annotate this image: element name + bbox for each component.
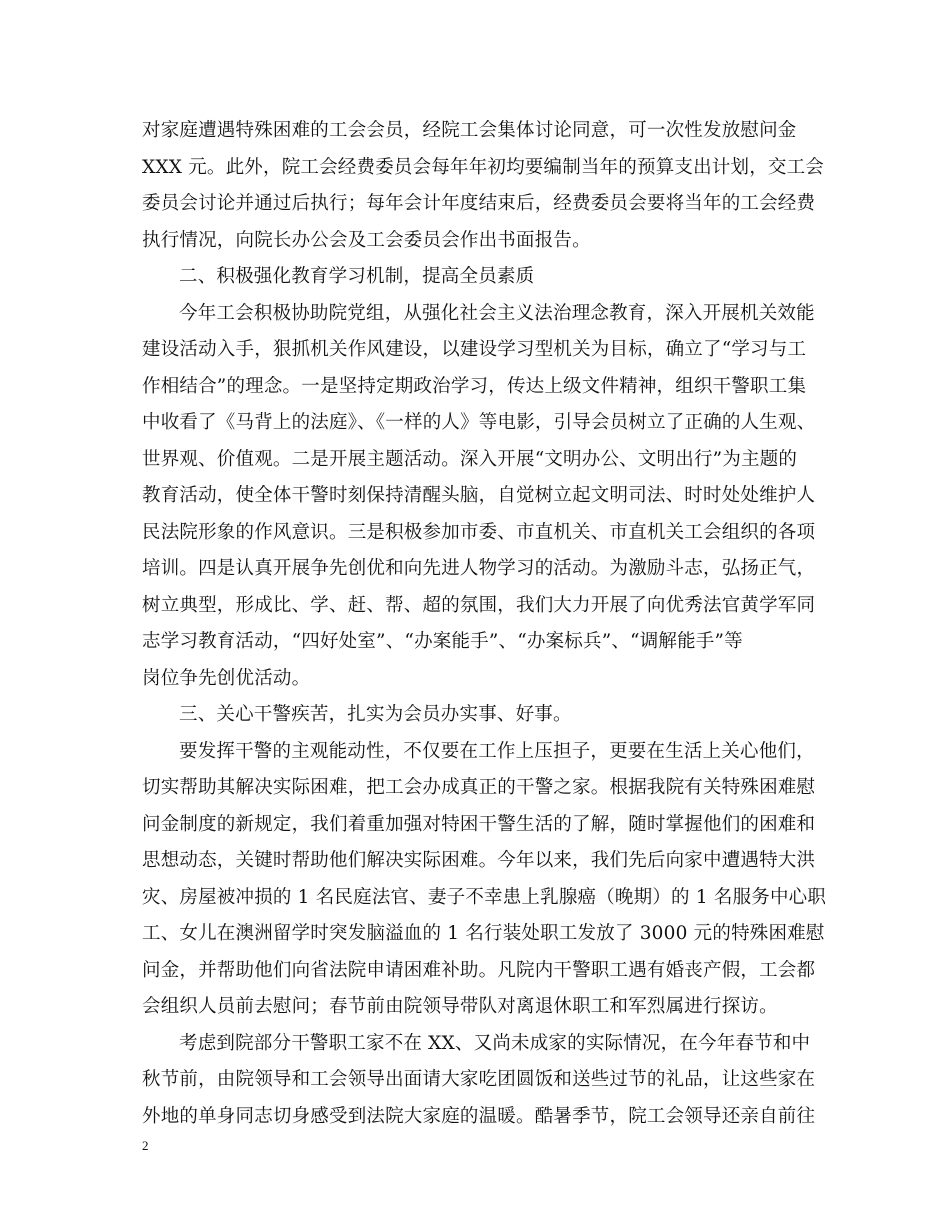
text-line: 对家庭遭遇特殊困难的工会会员，经院工会集体讨论同意，可一次性发放慰问金	[142, 120, 797, 141]
text-line: 今年工会积极协助院党组，从强化社会主义法治理念教育，深入开展机关效能	[179, 302, 815, 324]
document-body	[142, 113, 827, 1135]
text-line: 培训。四是认真开展争先创优和向先进人物学习的活动。为激励斗志，弘扬正气，	[142, 558, 816, 579]
text-line: 树立典型，形成比、学、赶、帮、超的氛围，我们大力开展了向优秀法官黄学军同	[142, 594, 816, 616]
text-line: 志学习教育活动，“四好处室”、“办案能手”、“办案标兵”、“调解能手”等	[142, 631, 743, 652]
text-line: XXX 元。此外，院工会经费委员会每年年初均要编制当年的预算支出计划，交工会	[142, 156, 824, 178]
text-line: 要发挥干警的主观能动性，不仅要在工作上压担子，更要在生活上关心他们，	[179, 740, 815, 762]
text-line: 世界观、价值观。二是开展主题活动。深入开展“文明办公、文明出行”为主题的	[142, 448, 798, 470]
text-line: 建设活动入手，狠抓机关作风建设，以建设学习型机关为目标，确立了“学习与工	[142, 339, 807, 360]
text-line: 岗位争先创优活动。	[142, 667, 311, 689]
text-line: 工、女儿在澳洲留学时突发脑溢血的 1 名行装处职工发放了 3000 元的特殊困难慰	[142, 923, 825, 944]
text-line: 思想动态，关键时帮助他们解决实际困难。今年以来，我们先后向家中遭遇特大洪	[142, 850, 816, 871]
text-line: 外地的单身同志切身感受到法院大家庭的温暖。酷暑季节，院工会领导还亲自前往	[142, 1105, 816, 1127]
text-line: 问金制度的新规定，我们着重加强对特困干警生活的了解，随时掌握他们的困难和	[142, 813, 816, 835]
page-number: 2	[142, 1138, 149, 1153]
text-line: 考虑到院部分干警职工家不在 XX、又尚未成家的实际情况，在今年春节和中	[179, 1032, 811, 1054]
text-line: 委员会讨论并通过后执行；每年会计年度结束后，经费委员会要将当年的工会经费	[142, 193, 816, 214]
text-line: 灾、房屋被冲损的 1 名民庭法官、妻子不幸患上乳腺癌（晚期）的 1 名服务中心职	[142, 886, 827, 908]
text-line: 民法院形象的作风意识。三是积极参加市委、市直机关、市直机关工会组织的各项	[142, 521, 816, 543]
text-line: 问金，并帮助他们向省法院申请困难补助。凡院内干警职工遇有婚丧产假，工会都	[142, 959, 816, 981]
text-line: 会组织人员前去慰问；春节前由院领导带队对离退休职工和军烈属进行探访。	[142, 996, 778, 1017]
section-heading: 三、关心干警疾苦，扎实为会员办实事、好事。	[179, 704, 572, 725]
text-line: 执行情况，向院长办公会及工会委员会作出书面报告。	[142, 229, 591, 251]
text-line: 中收看了《马背上的法庭》、《一样的人》等电影，引导会员树立了正确的人生观、	[142, 412, 816, 433]
text-line: 作相结合”的理念。一是坚持定期政治学习，传达上级文件精神，组织干警职工集	[142, 375, 807, 397]
text-line: 切实帮助其解决实际困难，把工会办成真正的干警之家。根据我院有关特殊困难慰	[142, 777, 816, 798]
section-heading: 二、积极强化教育学习机制，提高全员素质	[179, 266, 535, 287]
text-line: 教育活动，使全体干警时刻保持清醒头脑，自觉树立起文明司法、时时处处维护人	[142, 485, 816, 506]
text-line: 秋节前，由院领导和工会领导出面请大家吃团圆饭和送些过节的礼品，让这些家在	[142, 1069, 816, 1090]
